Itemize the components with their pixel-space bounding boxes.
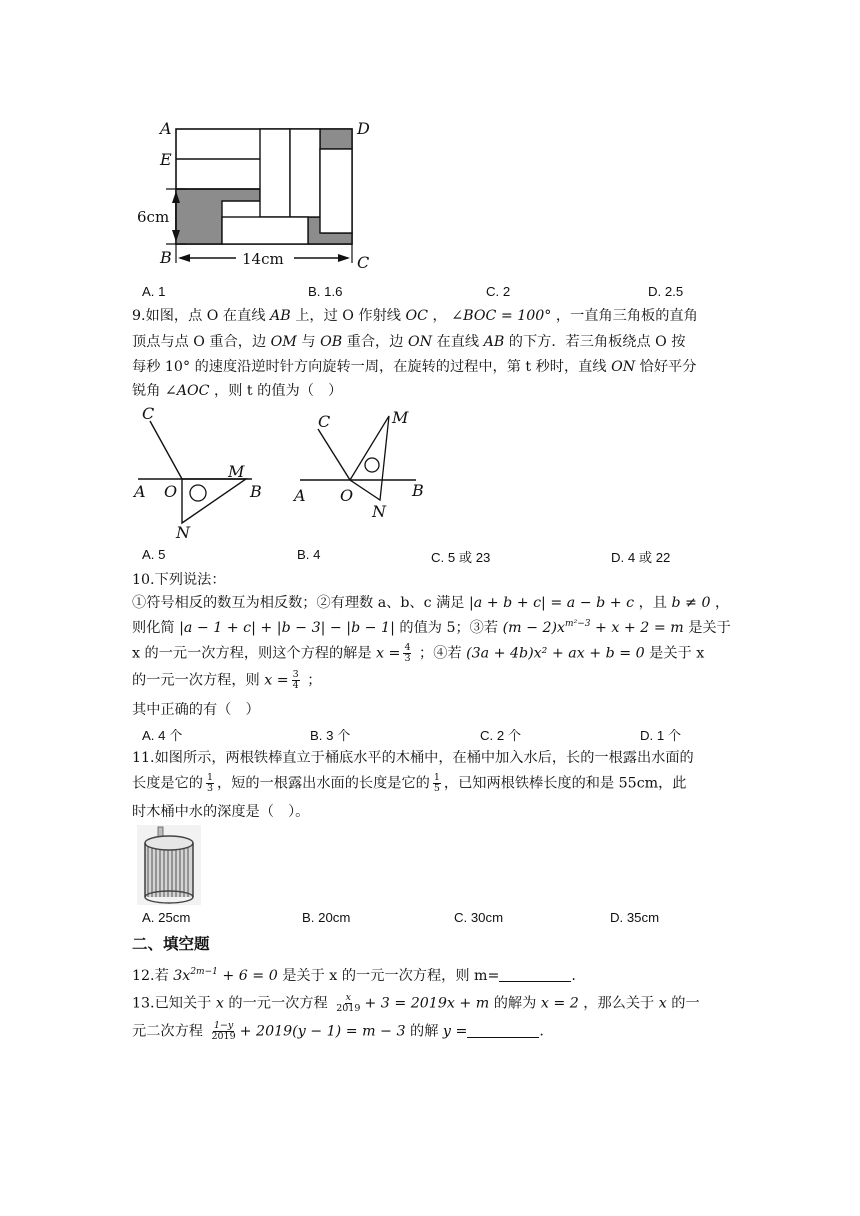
q9-option-d[interactable]: D. 4 或 22 — [611, 550, 671, 565]
q10-option-d[interactable]: D. 1 个 — [640, 728, 682, 743]
label-m: M — [228, 462, 245, 481]
q11-option-d[interactable]: D. 35cm — [610, 910, 660, 925]
q9-line-3: 每秒 10° 的速度沿逆时针方向旋转一周，在旋转的过程中，第 t 秒时，直线 ON 恰好平分 — [132, 359, 697, 375]
q13-line-2: 元二次方程 $\frac{1-y}{2019}$ + 2019(y − 1) = m − 3 的解 y = . — [132, 1020, 544, 1042]
label-b: B — [250, 482, 262, 501]
q8-option-c[interactable]: C. 2 — [486, 284, 511, 299]
q9-option-b[interactable]: B. 4 — [297, 547, 321, 562]
label-n: N — [176, 523, 190, 542]
label-o: O — [164, 482, 178, 501]
q10-option-a[interactable]: A. 4 个 — [142, 728, 183, 743]
label-a: A — [160, 119, 172, 138]
q9-line-2: 顶点与点 O 重合，边 OM 与 OB 重合，边 ON 在直线 AB 的下方．若三角板绕点 O 按 — [132, 334, 686, 350]
q10-option-c[interactable]: C. 2 个 — [480, 728, 522, 743]
section-heading-fill-in: 二、填空题 — [132, 935, 210, 953]
label-d: D — [357, 119, 370, 138]
q11-line-3: 时木桶中水的深度是（ ）。 — [132, 804, 310, 820]
q9-option-c[interactable]: C. 5 或 23 — [431, 550, 491, 565]
label-m: M — [392, 408, 409, 427]
q9-line-1: 9.如图，点 O 在直线 AB 上，过 O 作射线 OC ， ∠BOC = 100° ，一直角三角板的直角 — [132, 308, 698, 324]
label-c: C — [142, 405, 155, 423]
figure-q9-right — [290, 405, 440, 530]
label-c: C — [357, 253, 370, 272]
label-14cm: 14cm — [242, 250, 284, 268]
q8-option-a[interactable]: A. 1 — [142, 284, 166, 299]
label-o: O — [340, 486, 354, 505]
q11-option-a[interactable]: A. 25cm — [142, 910, 191, 925]
label-6cm: 6cm — [137, 208, 170, 226]
label-b: B — [412, 481, 424, 500]
label-n: N — [372, 502, 386, 521]
q10-line-2: 则化简 |a − 1 + c| + |b − 3| − |b − 1| 的值为 5；③若 $(m - 2)x^{m^2-3} + x + 2 = m$ 是关于 — [132, 619, 731, 636]
q10-option-b[interactable]: B. 3 个 — [310, 728, 351, 743]
label-e: E — [160, 150, 172, 169]
q13-answer-blank[interactable] — [467, 1025, 539, 1038]
q10-line-4: 的一元一次方程，则 x = $\frac{3}{4}$ ； — [132, 669, 322, 691]
q10-title: 10.下列说法： — [132, 572, 226, 588]
q10-line-1: ①符号相反的数互为相反数；②有理数 a、b、c 满足 |a + b + c| = a − b + c ，且 b ≠ 0 ， — [132, 595, 730, 611]
q11-line-2: 长度是它的 $\frac{1}{3}$ ，短的一根露出水面的长度是它的 $\frac{1}{5}$ ，已知两根铁棒长度的和是 55cm，此 — [132, 772, 687, 794]
q11-option-c[interactable]: C. 30cm — [454, 910, 504, 925]
q8-option-b[interactable]: B. 1.6 — [308, 284, 343, 299]
q10-line-3: x 的一元一次方程，则这个方程的解是 x = $\frac{4}{3}$ ；④若 (3a + 4b)x² + ax + b = 0 是关于 x — [132, 642, 705, 664]
q9-option-a[interactable]: A. 5 — [142, 547, 166, 562]
q10-line-5: 其中正确的有（ ） — [132, 702, 260, 718]
q8-option-d[interactable]: D. 2.5 — [648, 284, 684, 299]
figure-q9-left — [130, 405, 270, 545]
figure-q8-rectangle — [130, 115, 380, 275]
q11-option-b[interactable]: B. 20cm — [302, 910, 351, 925]
q13-line-1: 13.已知关于 x 的一元一次方程 $\frac{x}{2019}$ + 3 = 2019x + m 的解为 x = 2 ，那么关于 x 的一 — [132, 992, 700, 1014]
label-a: A — [134, 482, 146, 501]
figure-bucket — [137, 825, 201, 905]
label-b: B — [160, 248, 172, 267]
q11-line-1: 11.如图所示，两根铁棒直立于桶底水平的木桶中，在桶中加入水后，长的一根露出水面的 — [132, 750, 694, 766]
label-a: A — [294, 486, 306, 505]
label-c: C — [318, 412, 331, 431]
q12-line: 12.若 $3x^{2m-1} + 6 = 0$ 是关于 x 的一元一次方程，则 m= . — [132, 967, 576, 984]
q9-line-4: 锐角 ∠AOC ，则 t 的值为（ ） — [132, 383, 343, 399]
q12-answer-blank[interactable] — [499, 969, 571, 982]
